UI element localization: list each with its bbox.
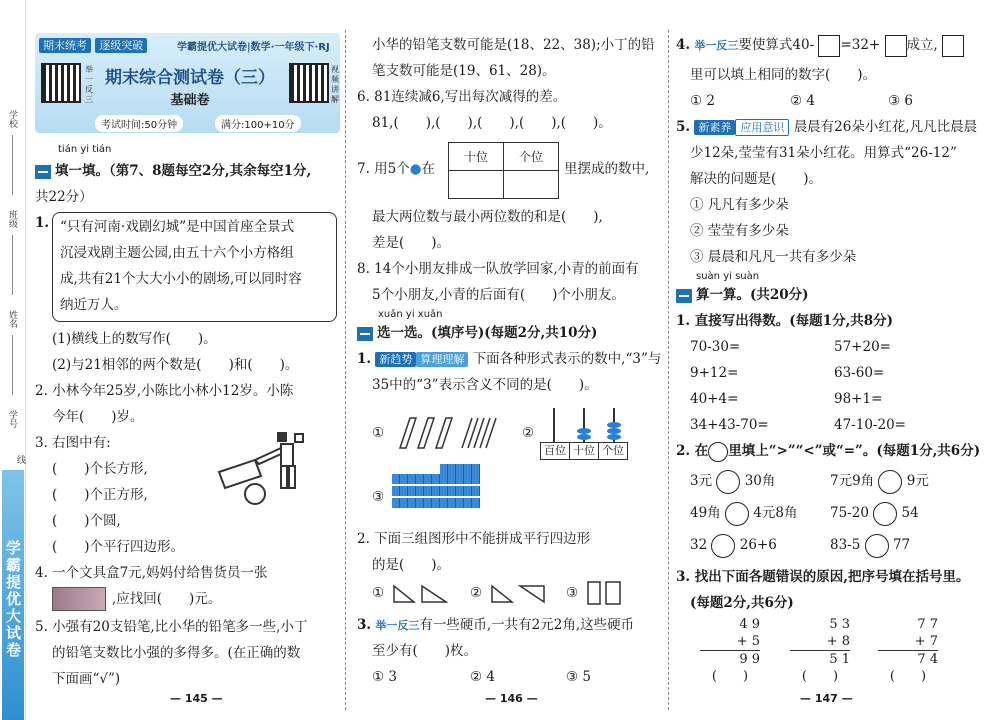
r4-option[interactable]: ② 4 xyxy=(790,93,815,109)
abacus-figure xyxy=(540,404,628,442)
q1-line: 成,共有21个大大小小的剧场,可以同时容 xyxy=(60,271,302,287)
vertical-operand: 4 9 xyxy=(739,617,760,632)
q7-line1: 7. 用5个●在 xyxy=(357,161,436,177)
c1-line: 1. 直接写出得数。(每题1分,共8分) xyxy=(676,313,894,329)
abacus-bead xyxy=(607,428,621,434)
c1-item[interactable]: 63-60= xyxy=(834,365,885,381)
q1-sub1[interactable]: (1)横线上的数写作( )。 xyxy=(52,331,217,347)
name-label: 姓名 xyxy=(7,310,17,328)
figure-head xyxy=(277,432,287,442)
m2-option-3[interactable]: ③ xyxy=(566,585,579,601)
c1-item[interactable]: 40+4= xyxy=(690,391,739,407)
single-stick xyxy=(468,418,478,448)
tag-inference: 举一反三 xyxy=(375,619,420,632)
section2-pinyin: xuǎn yi xuǎn xyxy=(378,309,443,320)
vertical-operand: 5 3 xyxy=(829,617,850,632)
tag-new-literacy: 新素养 xyxy=(694,120,735,135)
q3-option[interactable]: ( )个圆, xyxy=(52,513,121,529)
triangle-shape xyxy=(520,586,544,602)
pv-header-ones: 个位 xyxy=(504,143,559,171)
page-number: — 147 — xyxy=(800,692,853,705)
q1-sub2[interactable]: (2)与21相邻的两个数是( )和( )。 xyxy=(52,357,299,373)
qr-code-right[interactable] xyxy=(289,63,329,103)
tag-inference: 举一反三 xyxy=(694,39,739,52)
triangle-pair-1 xyxy=(392,582,448,604)
q3-option[interactable]: ( )个平行四边形。 xyxy=(52,539,185,555)
q7-line3[interactable]: 差是( )。 xyxy=(372,235,451,251)
r5-option[interactable]: ② 莹莹有多少朵 xyxy=(690,223,789,239)
triangle-shape xyxy=(422,586,446,602)
answer-box[interactable] xyxy=(818,35,840,57)
q6-blanks[interactable]: 81,( ),( ),( ),( ),( )。 xyxy=(372,115,612,131)
q3-line: 3. 右图中有: xyxy=(35,435,111,451)
abacus-bead xyxy=(607,434,621,440)
binding-sidebar xyxy=(0,0,26,720)
section-icon xyxy=(676,289,692,303)
abacus-bead xyxy=(577,428,591,434)
single-stick xyxy=(474,418,484,448)
class-line xyxy=(12,235,13,295)
column-divider xyxy=(668,30,669,710)
single-stick xyxy=(480,418,490,448)
m2-option-1[interactable]: ① xyxy=(372,585,385,601)
r4-line1: 4. 举一反三要使算式40- =32+ 成立, xyxy=(676,32,964,59)
vertical-calc-2 xyxy=(790,616,850,685)
answer-box[interactable] xyxy=(942,35,964,57)
section1-heading-cont: 共22分） xyxy=(35,189,93,205)
exam-time: 考试时间:50分钟 xyxy=(95,115,183,132)
q5-line1: 5. 小强有20支铅笔,比小华的铅笔多一些,小丁 xyxy=(35,619,308,635)
c1-item[interactable]: 47-10-20= xyxy=(834,417,906,433)
compare-circle-icon xyxy=(708,442,728,462)
abacus-bead xyxy=(607,422,621,428)
abacus-label-hundreds: 百位 xyxy=(541,443,570,459)
pv-cell xyxy=(504,171,559,199)
dot-icon: ● xyxy=(409,161,422,177)
section2-heading: 选一选。(填序号)(每题2分,共10分) xyxy=(357,320,597,346)
answer-box[interactable] xyxy=(885,35,907,57)
ten-rod xyxy=(392,498,480,508)
q1-line: 纳近万人。 xyxy=(60,297,128,313)
stick-bundle xyxy=(418,418,434,448)
vertical-calc-1 xyxy=(700,616,760,685)
abacus-label-tens: 十位 xyxy=(570,443,599,459)
m1-option-2[interactable]: ② xyxy=(522,425,535,441)
r5-line1: 5. 新素养 应用意识 晨晨有26朵小红花,凡凡比晨晨 xyxy=(676,119,978,135)
qr-caption-right: 视频讲解 xyxy=(331,65,339,104)
ten-rod xyxy=(392,474,480,484)
c2-item: 75-20 54 xyxy=(830,500,919,526)
m1-line2[interactable]: 35中的“3”表示含义不同的是( )。 xyxy=(372,377,598,393)
c1-item[interactable]: 98+1= xyxy=(834,391,883,407)
triangle-shape xyxy=(492,586,512,602)
reason-blank[interactable]: ( ) xyxy=(889,669,927,684)
vertical-calc-3 xyxy=(878,616,938,685)
q3-option[interactable]: ( )个正方形, xyxy=(52,487,148,503)
q8-line1: 8. 14个小朋友排成一队放学回家,小青的前面有 xyxy=(357,261,639,277)
ten-rod xyxy=(392,486,480,496)
vertical-operand: + 7 xyxy=(914,634,938,649)
q7-line1-end: 里摆成的数中, xyxy=(564,161,650,177)
q2-line1: 2. 小林今年25岁,小陈比小林小12岁。小陈 xyxy=(35,383,294,399)
tag-final-exam: 期末统考 xyxy=(39,38,91,53)
rectangle-pair xyxy=(586,580,626,606)
exam-score: 满分:100+10分 xyxy=(215,115,301,132)
q5-line4[interactable]: 小华的铅笔支数可能是(18、22、38);小丁的铅 xyxy=(372,37,655,53)
m2-line1: 2. 下面三组图形中不能拼成平行四边形 xyxy=(357,531,591,547)
c3-line1: 3. 找出下面各题错误的原因,把序号填在括号里。 xyxy=(676,569,970,585)
c3-line2: (每题2分,共6分) xyxy=(690,595,794,611)
q3-option[interactable]: ( )个长方形, xyxy=(52,461,148,477)
section-icon xyxy=(357,327,373,341)
compare-circle[interactable] xyxy=(711,534,735,558)
c2-item: 3元 30角 xyxy=(690,468,775,494)
school-line xyxy=(12,135,13,195)
reason-blank[interactable]: ( ) xyxy=(801,669,839,684)
cut-label: 线 xyxy=(15,455,25,464)
m1-option-3[interactable]: ③ xyxy=(372,489,385,505)
place-value-table xyxy=(448,142,559,199)
r4-option[interactable]: ① 2 xyxy=(690,93,715,109)
q1-line: “只有河南·戏剧幻城”是中国首座全景式 xyxy=(60,219,295,235)
section3-pinyin: suàn yi suàn xyxy=(696,271,760,282)
vertical-result: 7 4 xyxy=(878,650,938,668)
q5-line5[interactable]: 笔支数可能是(19、61、28)。 xyxy=(372,63,556,79)
compare-circle[interactable] xyxy=(716,470,740,494)
tag-stage: 逐级突破 xyxy=(95,38,147,53)
m3-option[interactable]: ② 4 xyxy=(470,669,495,685)
compare-circle[interactable] xyxy=(725,502,749,526)
m3-option[interactable]: ① 3 xyxy=(372,669,397,685)
q5-line2: 的铅笔支数比小强的多得多。(在正确的数 xyxy=(52,645,301,661)
triangle-shape xyxy=(394,586,414,602)
vertical-operand: 7 7 xyxy=(917,617,938,632)
m3-option[interactable]: ③ 5 xyxy=(566,669,591,685)
r5-option[interactable]: ③ 晨晨和凡凡一共有多少朵 xyxy=(690,249,857,265)
vertical-result: 5 1 xyxy=(790,650,850,668)
compare-circle[interactable] xyxy=(878,470,902,494)
r4-line2[interactable]: 里可以填上相同的数字( )。 xyxy=(690,67,877,83)
m1-line1: 1. 新趋势 算理理解 下面各种形式表示的数中,“3”与 xyxy=(357,351,662,367)
q2-line2[interactable]: 今年( )岁。 xyxy=(52,409,144,425)
m3-line2[interactable]: 至少有( )枚。 xyxy=(372,643,478,659)
c1-item[interactable]: 57+20= xyxy=(834,339,891,355)
section1-heading: 填一填。（第7、8题每空2分,其余每空1分, xyxy=(35,158,311,184)
q7-line2[interactable]: 最大两位数与最小两位数的和是( ), xyxy=(372,209,603,225)
m3-line1: 3. 举一反三有一些硬币,一共有2元2角,这些硬币 xyxy=(357,617,635,633)
q1-line: 沉浸戏剧主题公园,由五十六个小方格组 xyxy=(60,245,294,261)
cube-rods-figure xyxy=(392,474,480,520)
c2-item: 7元9角 9元 xyxy=(830,468,929,494)
r5-line3[interactable]: 解决的问题是( )。 xyxy=(690,171,823,187)
vertical-operand: + 5 xyxy=(736,634,760,649)
c2-item: 32 26+6 xyxy=(690,532,777,558)
tag-concept: 算理理解 xyxy=(416,352,468,367)
bundled-sticks-figure xyxy=(392,412,502,452)
tag-application: 应用意识 xyxy=(735,119,789,136)
stick-bundle xyxy=(400,418,416,448)
r4-option[interactable]: ③ 6 xyxy=(888,93,913,109)
m2-option-2[interactable]: ② xyxy=(470,585,483,601)
triangle-pair-2 xyxy=(490,582,546,604)
figure-body xyxy=(281,444,293,466)
figure-arm xyxy=(255,448,281,464)
section1-pinyin: tián yi tián xyxy=(58,144,112,155)
tag-new-trend: 新趋势 xyxy=(375,352,416,367)
section3-heading: 算一算。(共20分) xyxy=(676,282,809,308)
figure-square xyxy=(295,434,303,442)
abacus-label-ones: 个位 xyxy=(602,444,624,457)
cart-wheel xyxy=(245,484,265,504)
r5-line2: 少12朵,莹莹有31朵小红花。用算式“26-12” xyxy=(690,145,957,161)
q4-line1: 4. 一个文具盒7元,妈妈付给售货员一张 xyxy=(35,565,268,581)
page-number: — 146 — xyxy=(485,692,538,705)
abacus-bead xyxy=(577,434,591,440)
stick-bundle xyxy=(436,418,452,448)
c2-item: 83-5 77 xyxy=(830,532,910,558)
section-icon xyxy=(35,165,51,179)
m1-option-1[interactable]: ① xyxy=(372,425,385,441)
pv-cell xyxy=(449,171,504,199)
c2-line: 2. 在 里填上“>”“<”或“=”。(每题1分,共6分) xyxy=(676,438,980,464)
book-title: 学霸提优大试卷|数学·一年级下·RJ xyxy=(177,42,330,53)
reason-blank[interactable]: ( ) xyxy=(711,669,749,684)
single-stick xyxy=(486,418,496,448)
q5-line3: 下面画“√”) xyxy=(52,671,121,687)
qr-code-left[interactable] xyxy=(41,63,81,103)
exam-header xyxy=(35,33,340,133)
column-divider xyxy=(345,30,346,710)
q4-line2[interactable]: ,应找回( )元。 xyxy=(112,591,222,607)
rectangle-shape xyxy=(606,582,620,604)
name-line xyxy=(12,335,13,395)
compare-circle[interactable] xyxy=(865,534,889,558)
q8-line2[interactable]: 5个小朋友,小青的后面有( )个小朋友。 xyxy=(372,287,625,303)
figure-leg xyxy=(281,466,287,488)
q3-cart-figure xyxy=(215,430,335,510)
compare-circle[interactable] xyxy=(873,502,897,526)
page-number: — 145 — xyxy=(170,692,223,705)
r5-option[interactable]: ① 凡凡有多少朵 xyxy=(690,197,789,213)
school-label: 学校 xyxy=(7,110,17,128)
single-stick xyxy=(462,418,472,448)
q6-line: 6. 81连续减6,写出每次减得的差。 xyxy=(357,89,567,105)
vertical-operand: + 8 xyxy=(826,634,850,649)
page-title: 期末综合测试卷（三） xyxy=(105,68,275,88)
page-subtitle: 基础卷 xyxy=(170,93,210,108)
figure-leg xyxy=(289,466,295,488)
qr-caption-left: 举一反三 xyxy=(85,65,93,104)
abacus-base xyxy=(540,442,628,460)
vertical-result: 9 9 xyxy=(700,650,760,668)
rectangle-shape xyxy=(588,582,600,604)
id-label: 学号 xyxy=(7,410,17,428)
pv-header-tens: 十位 xyxy=(449,143,504,171)
c1-item[interactable]: 9+12= xyxy=(690,365,739,381)
c1-item[interactable]: 34+43-70= xyxy=(690,417,769,433)
class-label: 班级 xyxy=(7,210,17,228)
c2-item: 49角 4元8角 xyxy=(690,500,797,526)
c1-item[interactable]: 70-30= xyxy=(690,339,741,355)
banknote-icon xyxy=(52,587,106,611)
m2-line2[interactable]: 的是( )。 xyxy=(372,557,451,573)
brand-strip: 学霸提优大试卷 xyxy=(2,470,24,720)
unit-cubes xyxy=(440,464,480,474)
